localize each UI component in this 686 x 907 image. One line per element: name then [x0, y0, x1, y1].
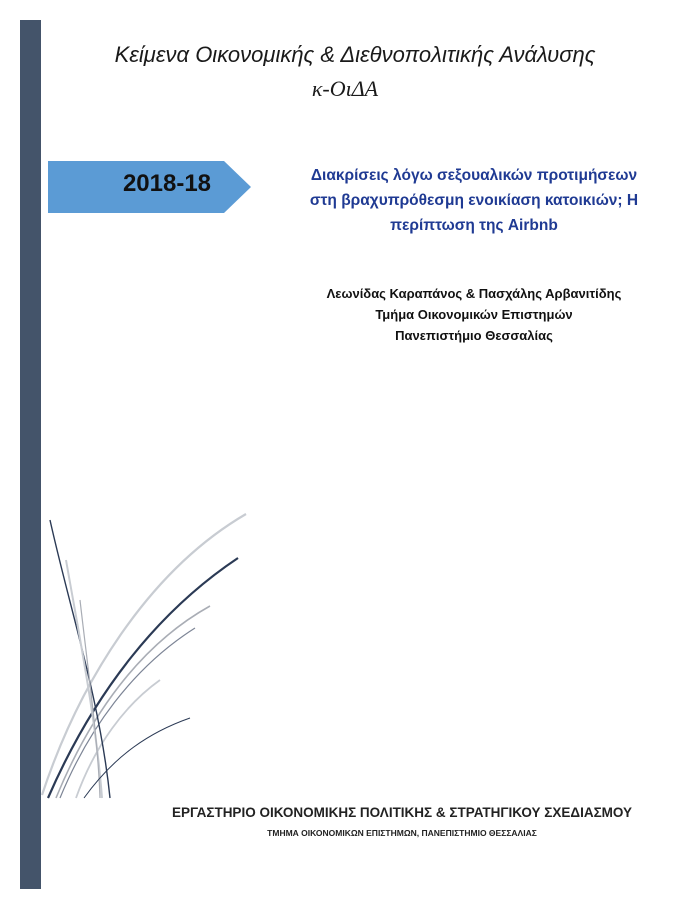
- authors: Λεωνίδας Καραπάνος & Πασχάλης Αρβανιτίδης: [326, 286, 622, 301]
- paper-number: 2018-18: [122, 170, 212, 197]
- side-bar: [20, 20, 41, 889]
- series-abbreviation: κ-ΟιΔΑ: [311, 76, 379, 101]
- lab-subtitle: ΤΜΗΜΑ ΟΙΚΟΝΟΜΙΚΩΝ ΕΠΙΣΤΗΜΩΝ, ΠΑΝΕΠΙΣΤΗΜΙΟ ΘΕΣΣΑΛΙΑΣ: [267, 828, 537, 838]
- decorative-curves: [40, 500, 260, 800]
- university: Πανεπιστήμιο Θεσσαλίας: [395, 328, 553, 343]
- paper-title-line-3: περίπτωση της Airbnb: [390, 217, 558, 234]
- authors-block: [268, 283, 680, 346]
- lab-name: ΕΡΓΑΣΤΗΡΙΟ ΟΙΚΟΝΟΜΙΚΗΣ ΠΟΛΙΤΙΚΗΣ & ΣΤΡΑΤΗΓΙΚΟΥ ΣΧΕΔΙΑΣΜΟΥ: [171, 805, 633, 820]
- department: Τμήμα Οικονομικών Επιστημών: [375, 307, 573, 322]
- series-title: Κείμενα Οικονομικής & Διεθνοπολιτικής Ανάλυσης: [114, 42, 596, 67]
- paper-title-line-1: Διακρίσεις λόγω σεξουαλικών προτιμήσεων: [310, 167, 638, 184]
- paper-title-line-2: στη βραχυπρόθεσμη ενοικίαση κατοικιών; Η: [309, 192, 639, 209]
- paper-title: [268, 163, 680, 238]
